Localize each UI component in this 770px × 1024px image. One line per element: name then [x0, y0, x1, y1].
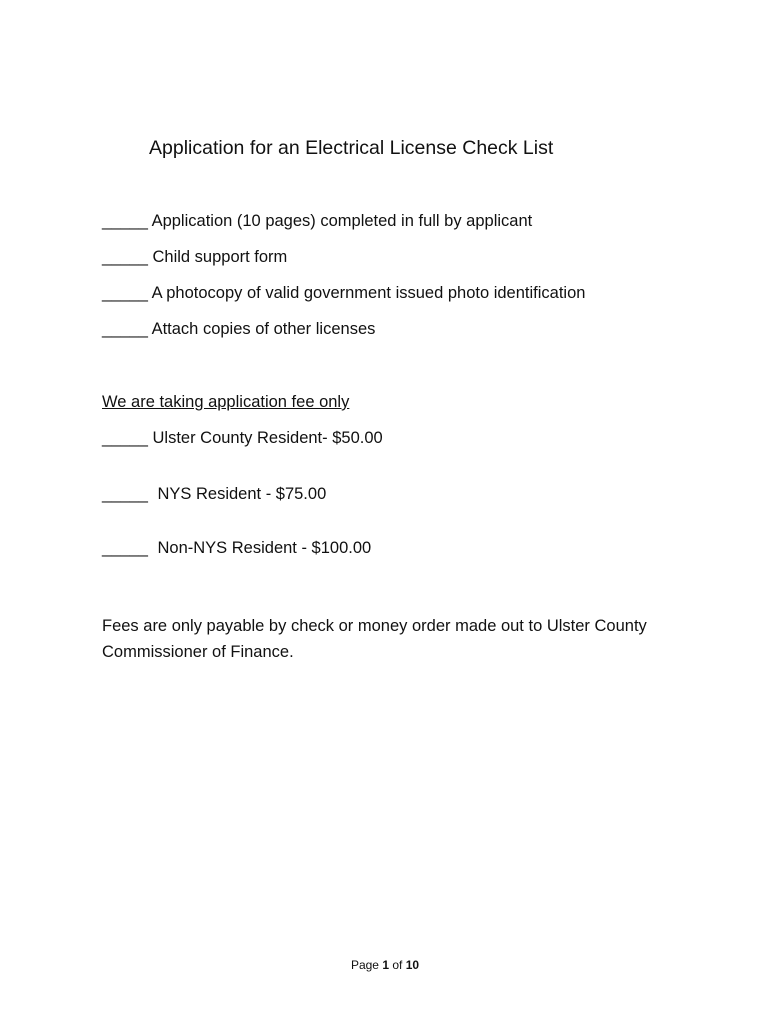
checkbox-blank: _____: [102, 539, 148, 557]
checklist-item: [102, 212, 532, 231]
fee-item-label: Ulster County Resident- $50.00: [152, 429, 383, 447]
checkbox-blank: _____: [102, 429, 148, 447]
checklist-item-label: Application (10 pages) completed in full by applicant: [151, 212, 533, 230]
checkbox-blank: _____: [102, 284, 148, 302]
total-page-count: 10: [405, 958, 420, 972]
fee-item: [102, 539, 371, 558]
payment-note: Fees are only payable by check or money order made out to Ulster County Commissioner of Finance.: [102, 617, 647, 661]
page-footer: [0, 958, 770, 972]
fee-item-label: Non-NYS Resident - $100.00: [157, 539, 372, 557]
fee-heading: We are taking application fee only: [102, 393, 350, 411]
document-title: Application for an Electrical License Check List: [149, 137, 554, 159]
current-page-number: 1: [382, 958, 389, 972]
of-word: of: [392, 958, 403, 972]
page-word: Page: [350, 958, 379, 972]
checkbox-blank: _____: [102, 248, 148, 266]
checklist-item-label: Child support form: [152, 248, 288, 266]
fee-item-label: NYS Resident - $75.00: [157, 485, 327, 503]
checklist-item: [102, 284, 585, 303]
checklist-item: [102, 248, 287, 267]
checkbox-blank: _____: [102, 485, 148, 503]
fee-item: [102, 429, 383, 448]
fee-item: [102, 485, 326, 504]
checklist-item-label: Attach copies of other licenses: [151, 320, 376, 338]
checklist-item-label: A photocopy of valid government issued photo identification: [151, 284, 586, 302]
checkbox-blank: _____: [102, 320, 148, 338]
checkbox-blank: _____: [102, 212, 148, 230]
checklist-item: [102, 320, 375, 339]
